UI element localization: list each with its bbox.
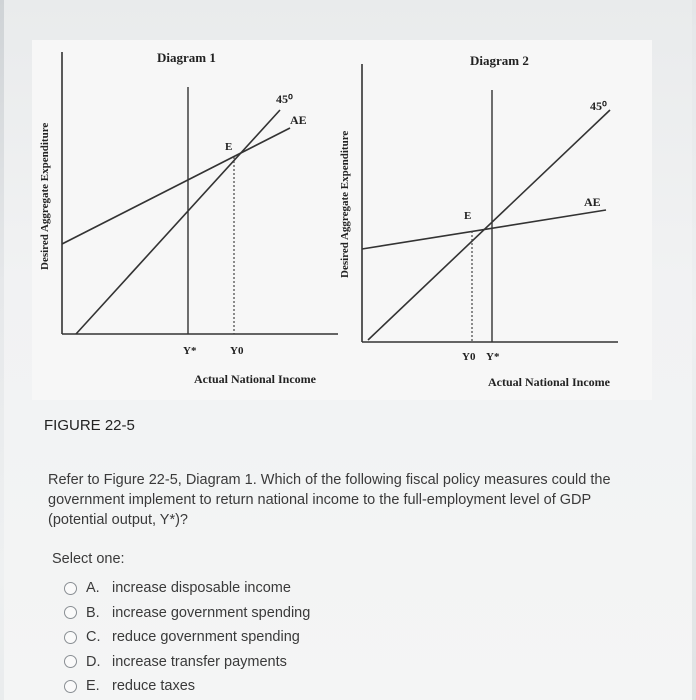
diagram-1-ae-label: AE	[290, 113, 307, 127]
option-text: reduce taxes	[112, 678, 196, 695]
radio-button-icon[interactable]	[64, 655, 77, 668]
option-e[interactable]	[64, 674, 310, 699]
diagram-1	[39, 50, 338, 386]
diagram-1-x-axis-label: Actual National Income	[194, 372, 316, 386]
option-letter: B.	[86, 604, 100, 621]
option-c[interactable]	[64, 625, 310, 650]
option-letter: A.	[86, 580, 100, 597]
diagram-1-y-star-label: Y*	[183, 345, 197, 357]
diagram-2-y-star-label: Y*	[486, 351, 500, 363]
question-text: Refer to Figure 22-5, Diagram 1. Which of the following fiscal policy measures could the government implement to return national income to the full-employment level of GDP (potential output, Y*)?	[48, 472, 611, 528]
diagram-2-45-label: 45⁰	[590, 99, 607, 113]
option-text: increase disposable income	[112, 580, 291, 597]
option-letter: D.	[86, 653, 101, 670]
diagram-2-x-axis-label: Actual National Income	[488, 375, 610, 389]
option-text: increase government spending	[112, 604, 311, 621]
diagram-2-title: Diagram 2	[470, 53, 529, 68]
diagram-1-title: Diagram 1	[157, 50, 216, 65]
diagram-1-45-label: 45⁰	[276, 92, 293, 106]
option-letter: E.	[86, 678, 100, 695]
option-d[interactable]	[64, 650, 310, 675]
diagram-2-ae-line	[362, 210, 606, 249]
figure-label: FIGURE 22-5	[44, 417, 135, 434]
radio-button-icon[interactable]	[64, 631, 77, 644]
figure-svg	[32, 40, 652, 400]
answer-options	[64, 576, 310, 699]
radio-button-icon[interactable]	[64, 582, 77, 595]
radio-button-icon[interactable]	[64, 680, 77, 693]
diagram-2	[339, 53, 618, 389]
radio-button-icon[interactable]	[64, 606, 77, 619]
diagram-1-y-axis-label: Desired Aggregate Expenditure	[39, 122, 51, 270]
select-one-label: Select one:	[52, 551, 125, 567]
option-text: increase transfer payments	[112, 653, 287, 670]
diagram-1-e-label: E	[225, 141, 233, 153]
option-b[interactable]	[64, 601, 310, 626]
diagram-2-y-axis-label: Desired Aggregate Expenditure	[339, 130, 351, 278]
diagram-2-y0-label: Y0	[462, 351, 476, 363]
diagram-2-45-degree-line	[368, 110, 610, 340]
diagram-1-y0-label: Y0	[230, 345, 244, 357]
option-text: reduce government spending	[112, 629, 300, 646]
option-a[interactable]	[64, 576, 310, 601]
figure-22-5	[32, 40, 652, 400]
diagram-2-ae-label: AE	[584, 195, 601, 209]
diagram-2-e-label: E	[464, 210, 472, 222]
diagram-1-ae-line	[62, 128, 290, 244]
page-sheet	[4, 0, 692, 700]
option-letter: C.	[86, 629, 101, 646]
